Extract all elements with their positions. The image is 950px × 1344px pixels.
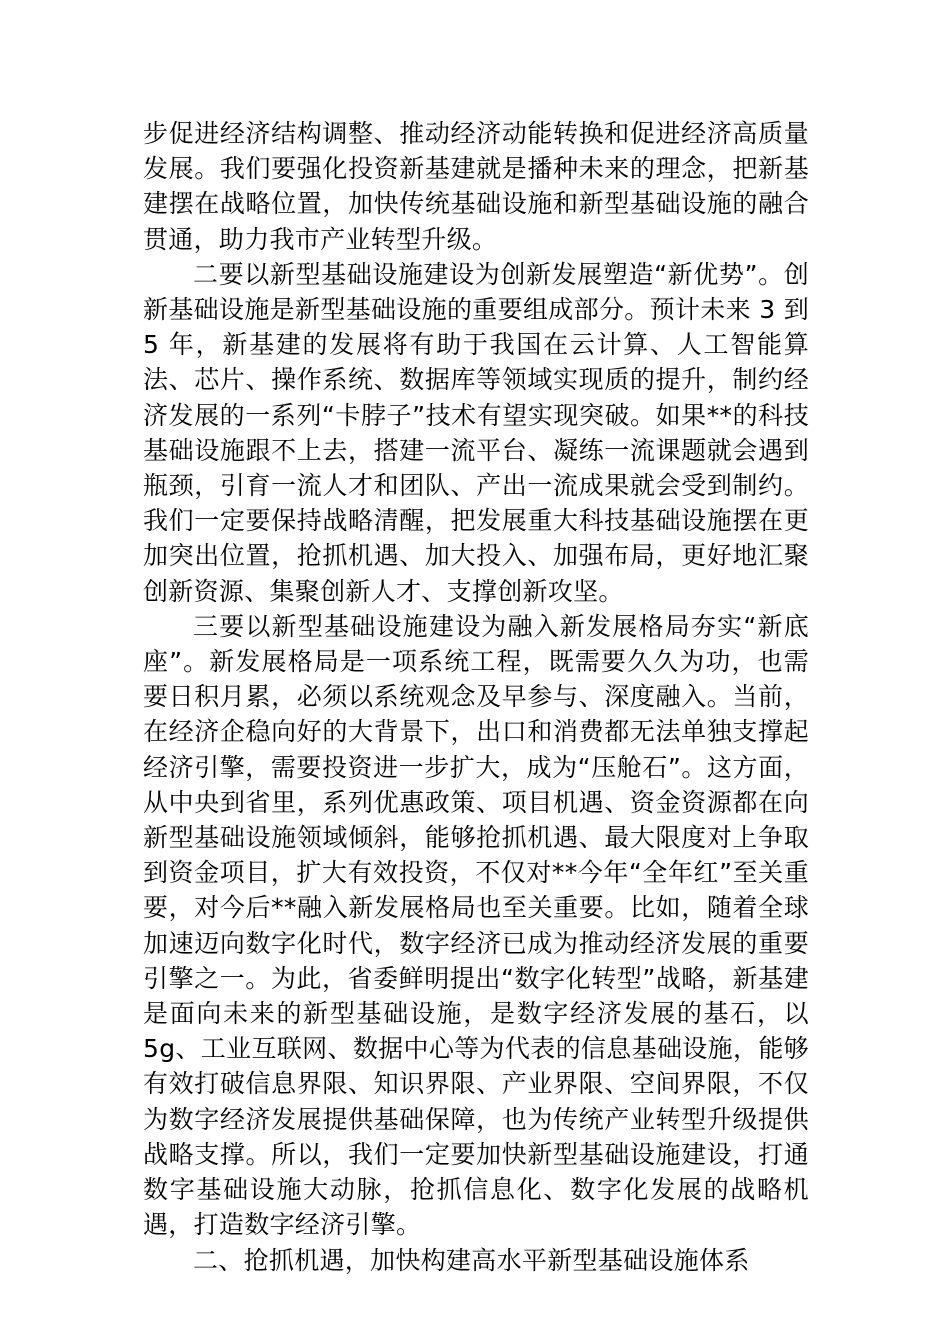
paragraph-continuation: 步促进经济结构调整、推动经济动能转换和促进经济高质量发展。我们要强化投资新基建就是播种未来的理念，把新基建摆在战略位置，加快传统基础设施和新型基础设施的融合贯通，助力我市产业转型升级。 xyxy=(143,119,809,254)
document-page xyxy=(143,116,809,1278)
paragraph-new-development-pattern: 三要以新型基础设施建设为融入新发展格局夯实“新底座”。新发展格局是一项系统工程，既需要久久为功，也需要日积月累，必须以系统观念及早参与、深度融入。当前，在经济企稳向好的大背景下，出口和消费都无法单独支撑起经济引擎，需要投资进一步扩大，成为“压舱石”。这方面，从中央到省里，系列优惠政策、项目机遇、资金资源都在向新型基础设施领域倾斜，能够抢抓机遇、最大限度对上争取到资金项目，扩大有效投资，不仅对**今年“全年红”至关重要，对今后**融入新发展格局也至关重要。比如，随着全球加速迈向数字化时代，数字经济已成为推动经济发展的重要引擎之一。为此，省委鲜明提出“数字化转型”战略，新基建是面向未来的新型基础设施，是数字经济发展的基石，以 5g、工业互联网、数据中心等为代表的信息基础设施，能够有效打破信息界限、知识界限、产业界限、空间界限，不仅为数字经济发展提供基础保障，也为传统产业转型升级提供战略支撑。所以，我们一定要加快新型基础设施建设，打通数字基础设施大动脉，抢抓信息化、数字化发展的战略机遇，打造数字经济引擎。 xyxy=(143,611,809,1240)
section-heading: 二、抢抓机遇，加快构建高水平新型基础设施体系 xyxy=(193,1245,750,1275)
paragraph-innovation-advantage: 二要以新型基础设施建设为创新发展塑造“新优势”。创新基础设施是新型基础设施的重要组成部分。预计未来 3 到 5 年，新基建的发展将有助于我国在云计算、人工智能算法、芯片、操作系统、数据库等领域实现质的提升，制约经济发展的一系列“卡脖子”技术有望实现突破。如果**的科技基础设施跟不上去，搭建一流平台、凝练一流课题就会遇到瓶颈，引育一流人才和团队、产出一流成果就会受到制约。我们一定要保持战略清醒，把发展重大科技基础设施摆在更加突出位置，抢抓机遇、加大投入、加强布局，更好地汇聚创新资源、集聚创新人才、支撑创新攻坚。 xyxy=(143,259,809,606)
